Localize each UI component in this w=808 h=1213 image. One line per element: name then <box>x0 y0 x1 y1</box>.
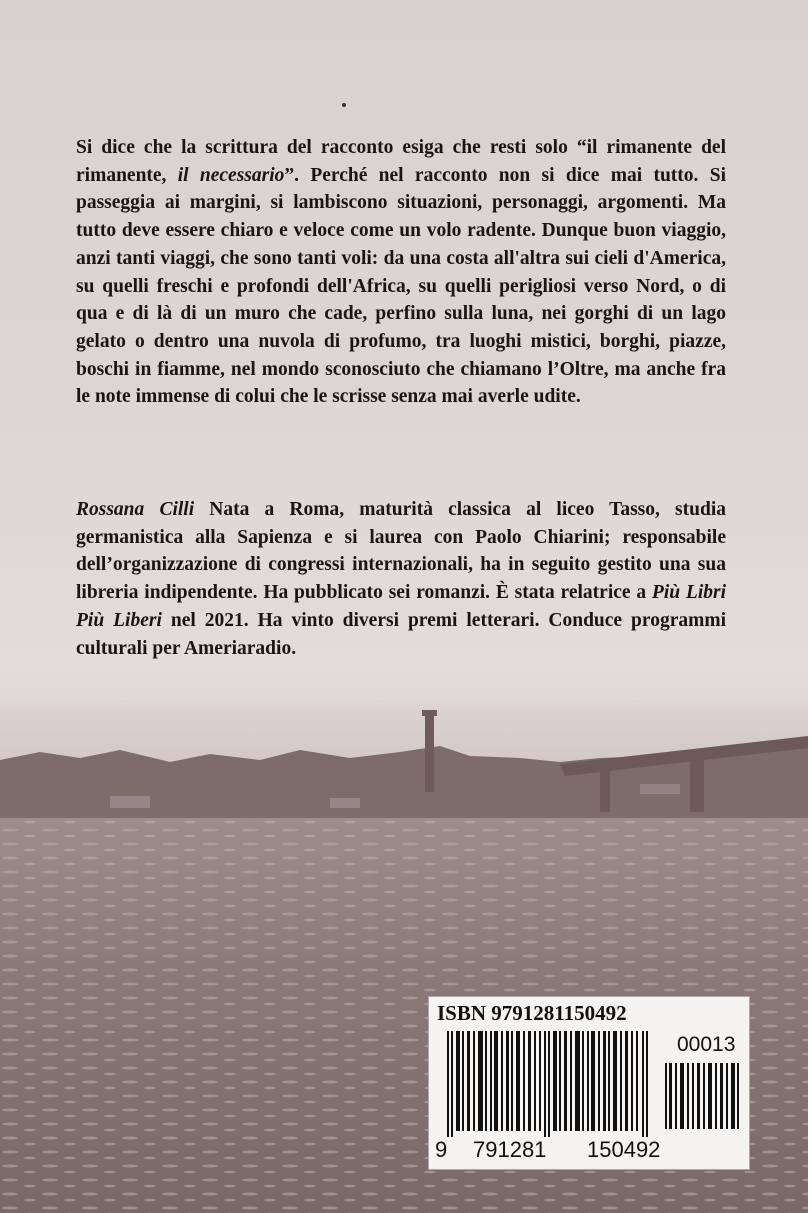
event-name: Più Libri Più Liberi <box>76 582 726 631</box>
barcode-digits-group2: 150492 <box>587 1137 661 1162</box>
price-code: 00013 <box>677 1033 736 1056</box>
addon-barcode <box>665 1063 741 1129</box>
isbn-text: ISBN 9791281150492 <box>437 1001 627 1025</box>
barcode-label <box>428 996 750 1170</box>
author-name: Rossana Cilli <box>76 499 195 520</box>
blurb-paragraph: Si dice che la scrittura del racconto esiga che resti solo “il rimanente del rimanente, il necessario”. Perché nel racconto non si dice mai tutto. Si passeggia ai margini, si lambiscono situazioni, personaggi, argomenti. Ma tutto deve essere chiaro e veloce come un volo radente. Dunque buon viaggio, anzi tanti viaggi, che sono tanti voli: da una costa all'altra sui cieli d'America, su quelli freschi e profondi dell'Africa, su quelli perigliosi verso Nord, o di qua e di là di un muro che cade, perfino sulla luna, nei gorghi di un lago gelato o dentro una nuvola di profumo, tra luoghi mistici, borghi, piazze, boschi in fiamme, nel mondo sconosciuto che chiamano l’Oltre, ma anche fra le note immense di colui che le scrisse senza mai averle udite. <box>76 137 726 408</box>
emphasis-necessario: il necessario <box>177 164 285 186</box>
barcode-digit-first: 9 <box>435 1137 448 1162</box>
author-bio: Rossana Cilli Nata a Roma, maturità classica al liceo Tasso, studia germanistica alla Sapienza e si laurea con Paolo Chiarini; responsabile dell’organizzazione di congressi internazionali, ha in seguito gestito una sua libreria indipendente. Ha pubblicato sei romanzi. È stata relatrice a Più Libri Più Liberi nel 2021. Ha vinto diversi premi letterari. Conduce programmi culturali per Ameriaradio. <box>76 499 727 659</box>
decorative-dot <box>342 103 346 107</box>
ean-barcode <box>447 1031 652 1137</box>
barcode-digits-group1: 791281 <box>473 1137 547 1162</box>
